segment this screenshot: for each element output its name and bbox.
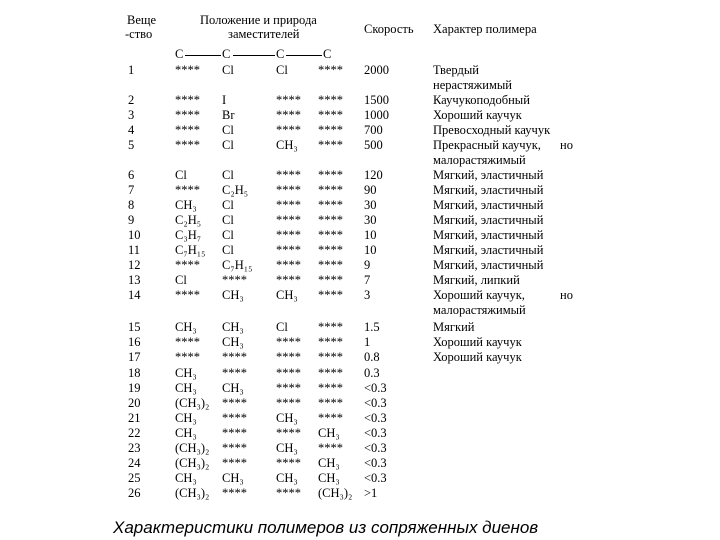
cell-c2: Cl [222, 138, 234, 152]
cell-c2: **** [222, 441, 247, 455]
cell-c1: CH₃ [175, 471, 197, 485]
chain-carbon-4: C [323, 47, 332, 61]
cell-speed: 1.5 [364, 320, 380, 334]
cell-character: Мягкий, эластичный [433, 258, 544, 272]
cell-character: Каучукоподобный [433, 93, 530, 107]
cell-c3: **** [276, 456, 301, 470]
row-number: 16 [128, 335, 141, 349]
cell-speed: 500 [364, 138, 383, 152]
cell-c1: **** [175, 183, 200, 197]
cell-c3: **** [276, 168, 301, 182]
cell-c4: **** [318, 93, 343, 107]
row-number: 8 [128, 198, 135, 212]
cell-c1: **** [175, 258, 200, 272]
cell-c1: (CH₃)₂ [175, 441, 210, 455]
cell-c2: Cl [222, 228, 234, 242]
row-number: 6 [128, 168, 135, 182]
cell-c1: C₃H₇ [175, 228, 202, 242]
character-conjunction: но [560, 138, 573, 152]
cell-c1: **** [175, 288, 200, 302]
cell-c2: Cl [222, 63, 234, 77]
row-number: 1 [128, 63, 135, 77]
cell-character: малорастяжимый [433, 153, 526, 167]
cell-c3: **** [276, 243, 301, 257]
cell-character: Хороший каучук [433, 350, 522, 364]
cell-c3: **** [276, 93, 301, 107]
cell-character: Мягкий, эластичный [433, 213, 544, 227]
chain-carbon-3: C [276, 47, 285, 61]
row-number: 14 [128, 288, 141, 302]
cell-speed: 2000 [364, 63, 389, 77]
cell-c1: CH₃ [175, 366, 197, 380]
header-character: Характер полимера [433, 22, 537, 36]
cell-speed: 1000 [364, 108, 389, 122]
cell-speed: 9 [364, 258, 371, 272]
cell-c4: CH₃ [318, 456, 340, 470]
cell-c4: **** [318, 396, 343, 410]
row-number: 12 [128, 258, 141, 272]
cell-c3: CH₃ [276, 288, 298, 302]
cell-c1: **** [175, 93, 200, 107]
cell-speed: 7 [364, 273, 371, 287]
row-number: 20 [128, 396, 141, 410]
cell-character: Твердый [433, 63, 479, 77]
cell-character: нерастяжимый [433, 78, 512, 92]
cell-c4: **** [318, 381, 343, 395]
cell-c2: CH₃ [222, 320, 244, 334]
cell-speed: 3 [364, 288, 371, 302]
cell-c4: **** [318, 411, 343, 425]
cell-c3: Cl [276, 63, 288, 77]
cell-c1: **** [175, 108, 200, 122]
row-number: 25 [128, 471, 141, 485]
cell-c4: **** [318, 228, 343, 242]
cell-c3: **** [276, 258, 301, 272]
cell-c2: C₇H₁₅ [222, 258, 253, 272]
cell-c4: **** [318, 258, 343, 272]
cell-c2: CH₃ [222, 471, 244, 485]
cell-speed: 1 [364, 335, 371, 349]
header-position-line2: заместителей [228, 27, 300, 41]
caption: Характеристики полимеров из сопряженных диенов [113, 518, 539, 537]
cell-c1: CH₃ [175, 411, 197, 425]
header-speed: Скорость [364, 22, 414, 36]
cell-c3: **** [276, 366, 301, 380]
cell-c2: CH₃ [222, 288, 244, 302]
cell-speed: <0.3 [364, 411, 387, 425]
cell-c2: **** [222, 273, 247, 287]
cell-speed: <0.3 [364, 396, 387, 410]
cell-c4: **** [318, 168, 343, 182]
cell-c3: **** [276, 183, 301, 197]
cell-c4: **** [318, 288, 343, 302]
cell-c4: **** [318, 183, 343, 197]
cell-c4: CH₃ [318, 471, 340, 485]
character-conjunction: но [560, 288, 573, 302]
cell-speed: <0.3 [364, 471, 387, 485]
row-number: 10 [128, 228, 141, 242]
cell-c2: Br [222, 108, 235, 122]
cell-c2: C₂H₅ [222, 183, 249, 197]
row-number: 11 [128, 243, 141, 257]
cell-speed: <0.3 [364, 441, 387, 455]
cell-c2: **** [222, 396, 247, 410]
cell-c3: **** [276, 213, 301, 227]
cell-character: Мягкий [433, 320, 475, 334]
cell-speed: 90 [364, 183, 377, 197]
cell-character: Мягкий, эластичный [433, 183, 544, 197]
cell-c3: CH₃ [276, 441, 298, 455]
cell-speed: 30 [364, 213, 377, 227]
cell-c3: CH₃ [276, 138, 298, 152]
cell-c4: **** [318, 243, 343, 257]
cell-character: Мягкий, эластичный [433, 243, 544, 257]
header-position-line1: Положение и природа [200, 13, 317, 27]
cell-speed: 30 [364, 198, 377, 212]
cell-c2: CH₃ [222, 335, 244, 349]
cell-character: Хороший каучук [433, 335, 522, 349]
cell-speed: 10 [364, 243, 377, 257]
row-number: 5 [128, 138, 135, 152]
cell-c4: **** [318, 213, 343, 227]
cell-c3: CH₃ [276, 411, 298, 425]
cell-c3: **** [276, 273, 301, 287]
cell-c3: **** [276, 108, 301, 122]
cell-c1: (CH₃)₂ [175, 456, 210, 470]
chain-bond-1 [185, 55, 221, 56]
cell-character: Хороший каучук [433, 108, 522, 122]
cell-c2: **** [222, 366, 247, 380]
cell-speed: 700 [364, 123, 383, 137]
chain-carbon-2: C [222, 47, 231, 61]
cell-c3: **** [276, 335, 301, 349]
cell-c1: C₂H₅ [175, 213, 202, 227]
cell-c3: **** [276, 426, 301, 440]
cell-c2: **** [222, 411, 247, 425]
cell-c1: **** [175, 123, 200, 137]
cell-c4: **** [318, 320, 343, 334]
cell-character: Хороший каучук, но [433, 288, 573, 302]
cell-c3: **** [276, 486, 301, 500]
cell-c3: **** [276, 198, 301, 212]
cell-character: Мягкий, липкий [433, 273, 520, 287]
cell-c2: Cl [222, 198, 234, 212]
chain-carbon-1: C [175, 47, 184, 61]
cell-c4: CH₃ [318, 426, 340, 440]
cell-speed: <0.3 [364, 426, 387, 440]
row-number: 15 [128, 320, 141, 334]
cell-character: Прекрасный каучук, но [433, 138, 573, 152]
row-number: 9 [128, 213, 135, 227]
chain-bond-3 [286, 55, 322, 56]
row-number: 3 [128, 108, 135, 122]
row-number: 13 [128, 273, 141, 287]
row-number: 21 [128, 411, 141, 425]
cell-speed: >1 [364, 486, 378, 500]
cell-c1: C₇H₁₅ [175, 243, 206, 257]
cell-c4: **** [318, 123, 343, 137]
cell-c4: **** [318, 108, 343, 122]
cell-speed: 10 [364, 228, 377, 242]
cell-c2: I [222, 93, 227, 107]
cell-speed: 0.3 [364, 366, 380, 380]
row-number: 23 [128, 441, 141, 455]
cell-character: Мягкий, эластичный [433, 228, 544, 242]
cell-c2: **** [222, 426, 247, 440]
cell-c4: **** [318, 366, 343, 380]
cell-character: Мягкий, эластичный [433, 168, 544, 182]
cell-c4: **** [318, 138, 343, 152]
cell-c2: **** [222, 456, 247, 470]
row-number: 26 [128, 486, 141, 500]
cell-c2: **** [222, 486, 247, 500]
cell-c3: CH₃ [276, 471, 298, 485]
cell-c3: Cl [276, 320, 288, 334]
row-number: 19 [128, 381, 141, 395]
cell-c1: **** [175, 138, 200, 152]
cell-c3: **** [276, 381, 301, 395]
cell-character: Мягкий, эластичный [433, 198, 544, 212]
cell-c2: Cl [222, 123, 234, 137]
cell-speed: <0.3 [364, 381, 387, 395]
cell-c1: **** [175, 350, 200, 364]
cell-c1: CH₃ [175, 381, 197, 395]
cell-character: Превосходный каучук [433, 123, 551, 137]
chain-bond-2 [233, 55, 275, 56]
row-number: 18 [128, 366, 141, 380]
cell-c4: (CH₃)₂ [318, 486, 353, 500]
cell-c1: CH₃ [175, 426, 197, 440]
row-number: 4 [128, 123, 135, 137]
cell-c3: **** [276, 228, 301, 242]
cell-c1: **** [175, 335, 200, 349]
cell-c4: **** [318, 441, 343, 455]
cell-c2: Cl [222, 168, 234, 182]
cell-c4: **** [318, 273, 343, 287]
cell-c4: **** [318, 198, 343, 212]
cell-c3: **** [276, 396, 301, 410]
cell-c1: Cl [175, 273, 187, 287]
cell-c3: **** [276, 350, 301, 364]
cell-c1: CH₃ [175, 198, 197, 212]
cell-c1: (CH₃)₂ [175, 396, 210, 410]
cell-speed: <0.3 [364, 456, 387, 470]
header-substance-line2: -ство [125, 27, 153, 41]
cell-c1: (CH₃)₂ [175, 486, 210, 500]
cell-c1: CH₃ [175, 320, 197, 334]
cell-c2: CH₃ [222, 381, 244, 395]
row-number: 2 [128, 93, 135, 107]
cell-c2: Cl [222, 243, 234, 257]
header-substance-line1: Веще [127, 13, 157, 27]
cell-c4: **** [318, 63, 343, 77]
cell-speed: 1500 [364, 93, 389, 107]
row-number: 24 [128, 456, 141, 470]
cell-c4: **** [318, 335, 343, 349]
row-number: 17 [128, 350, 141, 364]
cell-c2: **** [222, 350, 247, 364]
row-number: 22 [128, 426, 141, 440]
cell-character: малорастяжимый [433, 303, 526, 317]
cell-speed: 120 [364, 168, 383, 182]
cell-c4: **** [318, 350, 343, 364]
cell-c3: **** [276, 123, 301, 137]
cell-c2: Cl [222, 213, 234, 227]
cell-c1: **** [175, 63, 200, 77]
cell-c1: Cl [175, 168, 187, 182]
row-number: 7 [128, 183, 135, 197]
cell-speed: 0.8 [364, 350, 380, 364]
